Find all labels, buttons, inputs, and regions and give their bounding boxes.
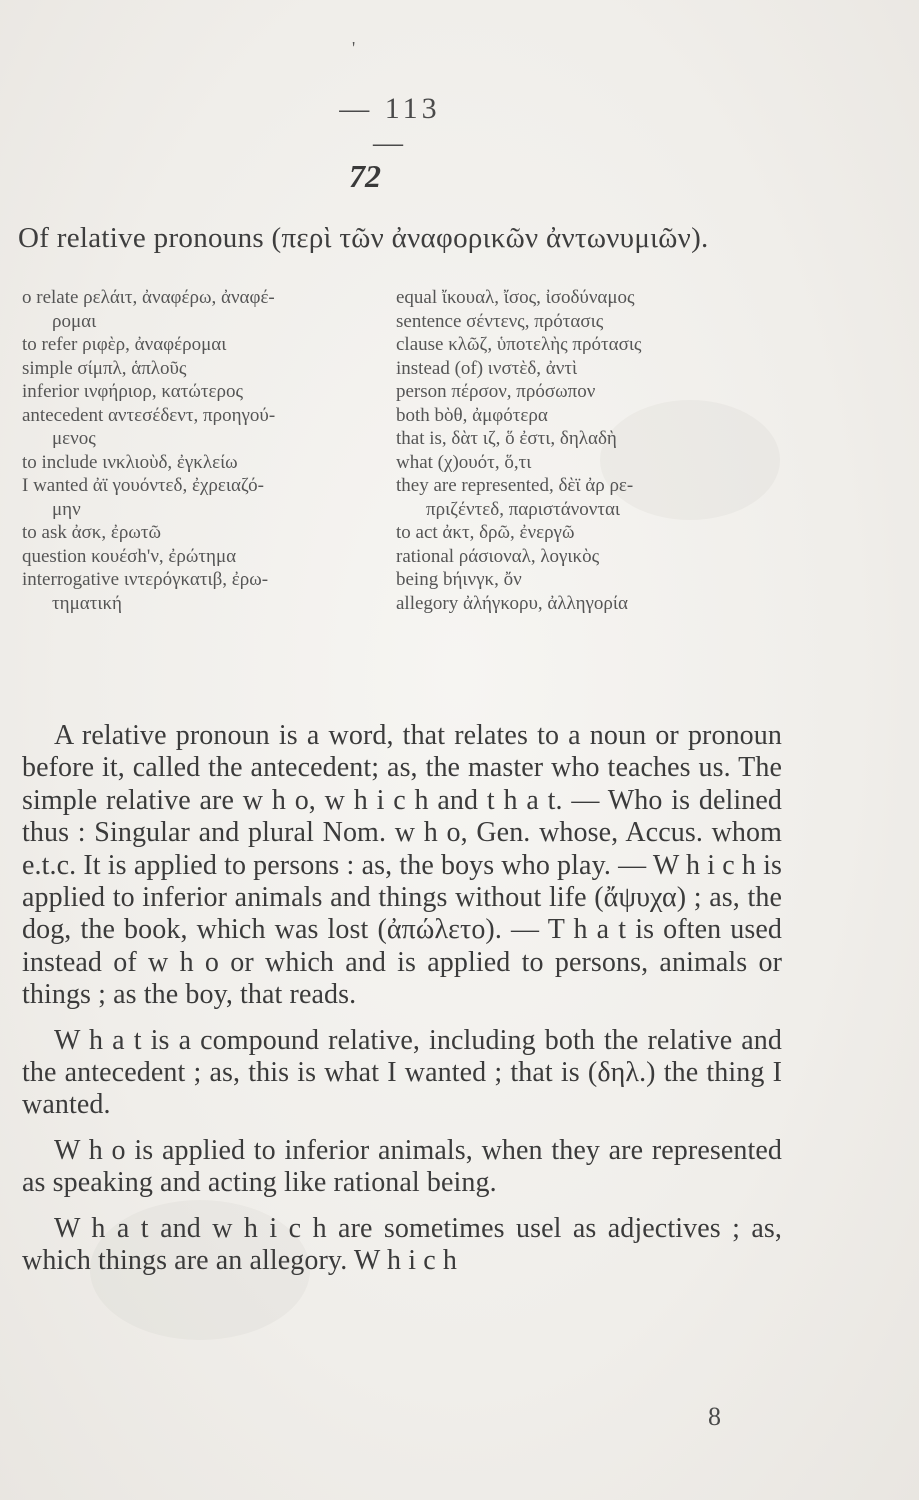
vocab-continuation: ρομαι bbox=[52, 310, 97, 332]
vocab-continuation: μην bbox=[52, 498, 81, 520]
vocab-entry bbox=[396, 404, 786, 428]
vocab-entry bbox=[396, 568, 786, 592]
vocab-entry bbox=[22, 380, 382, 404]
vocab-line: to act ἀκτ, δρῶ, ἐνεργῶ bbox=[396, 522, 575, 543]
vocab-entry bbox=[396, 451, 786, 475]
vocab-line: I wanted ἀϊ γουόντεδ, ἐχρειαζό- bbox=[22, 475, 264, 496]
vocab-continuation: πριζέντεδ, παριστάνονται bbox=[426, 498, 621, 520]
vocab-entry bbox=[22, 333, 382, 357]
body-paragraph: W h a t is a compound relative, including both the relative and the antecedent ; as, this is what I wanted ; that is (δηλ.) the thing I wanted. bbox=[22, 1024, 782, 1121]
vocab-entry bbox=[396, 545, 786, 569]
page-number: — 113 — bbox=[339, 92, 441, 159]
vocab-entry bbox=[396, 474, 786, 521]
vocab-line: interrogative ιντερόγκατιβ, ἐρω- bbox=[22, 569, 269, 590]
body-paragraph: A relative pronoun is a word, that relates to a noun or pronoun before it, called the antecedent; as, the master who teaches us. The simple relative are w h o, w h i c h and t h a t. — Who is delined thus : Singular and plural Nom. w h o, Gen. whose, Accus. whom e.t.c. It is applied to persons : as, the boys who play. — W h i c h is applied to inferior animals and things without life (ἄψυχα) ; as, the dog, the book, which was lost (ἀπώλετο). — T h a t is often used instead of w h o or which and is applied to persons, animals or things ; as the boy, that reads. bbox=[22, 720, 782, 1011]
vocab-entry bbox=[396, 427, 786, 451]
body-text bbox=[22, 720, 782, 1291]
vocab-continuation: μενος bbox=[52, 428, 96, 449]
vocab-entry bbox=[22, 451, 382, 475]
vocab-entry bbox=[396, 310, 786, 334]
vocab-entry bbox=[396, 521, 786, 545]
vocab-entry bbox=[396, 286, 786, 310]
vocab-line: clause κλῶζ, ὑποτελὴς πρότασις bbox=[396, 334, 642, 355]
vocab-line: simple σίμπλ, ἁπλοῦς bbox=[22, 357, 187, 379]
vocab-line: both bὸθ, ἀμφότερα bbox=[396, 404, 548, 426]
vocab-entry bbox=[22, 545, 382, 569]
section-heading: Of relative pronouns (περὶ τῶν ἀναφορικῶν ἀντωνυμιῶν). bbox=[18, 222, 709, 254]
vocab-line: what (χ)ουότ, ὅ,τι bbox=[396, 451, 532, 473]
vocab-entry bbox=[396, 357, 786, 381]
vocab-entry bbox=[396, 333, 786, 357]
vocab-line: to ask ἀσκ, ἐρωτῶ bbox=[22, 522, 161, 543]
vocab-entry bbox=[22, 404, 382, 451]
vocab-line: question κουέσh'ν, ἐρώτημα bbox=[22, 545, 237, 567]
vocab-line: to refer ριφὲρ, ἀναφέρομαι bbox=[22, 334, 227, 355]
body-paragraph: W h a t and w h i c h are sometimes usel as adjectives ; as, which things are an allegory. W h i c h bbox=[22, 1212, 782, 1277]
vocab-line: being bήινγκ, ὄν bbox=[396, 569, 522, 590]
body-paragraph: W h o is applied to inferior animals, when they are represented as speaking and acting like rational being. bbox=[22, 1134, 782, 1199]
ink-speck: ' bbox=[352, 38, 356, 58]
vocabulary-left-column bbox=[22, 286, 382, 615]
vocab-line: rational ράσιοναλ, λογικὸς bbox=[396, 545, 600, 567]
vocab-line: equal ἴκουαλ, ἴσος, ἰσοδύναμος bbox=[396, 287, 635, 308]
section-number: 72 bbox=[349, 158, 381, 194]
vocab-entry bbox=[22, 357, 382, 381]
vocab-line: o relate ρελάιτ, ἀναφέρω, ἀναφέ- bbox=[22, 287, 275, 308]
vocab-entry bbox=[22, 521, 382, 545]
vocab-line: antecedent αντεσέδεντ, προηγού- bbox=[22, 404, 276, 426]
vocab-line: inferior ινφήριορ, κατώτερος bbox=[22, 381, 244, 402]
vocabulary-right-column bbox=[396, 286, 786, 615]
vocab-entry bbox=[22, 474, 382, 521]
vocab-entry bbox=[22, 286, 382, 333]
vocab-line: they are represented, δὲϊ ἀρ ρε- bbox=[396, 475, 634, 496]
vocab-line: allegory ἀλήγκορυ, ἀλληγορία bbox=[396, 592, 628, 614]
vocab-line: that is, δὰτ ιζ, ὅ ἐστι, δηλαδὴ bbox=[396, 428, 617, 449]
vocab-line: to include ινκλιοὺδ, ἐγκλείω bbox=[22, 451, 238, 473]
vocab-entry bbox=[396, 380, 786, 404]
vocab-continuation: τηματική bbox=[52, 592, 122, 614]
vocab-line: sentence σέντενς, πρότασις bbox=[396, 310, 604, 332]
vocab-entry bbox=[22, 568, 382, 615]
vocab-line: instead (of) ινστὲδ, ἀντὶ bbox=[396, 357, 578, 379]
vocab-entry bbox=[396, 592, 786, 616]
vocab-line: person πέρσον, πρόσωπον bbox=[396, 381, 596, 402]
printer-signature-mark: 8 bbox=[708, 1402, 721, 1431]
